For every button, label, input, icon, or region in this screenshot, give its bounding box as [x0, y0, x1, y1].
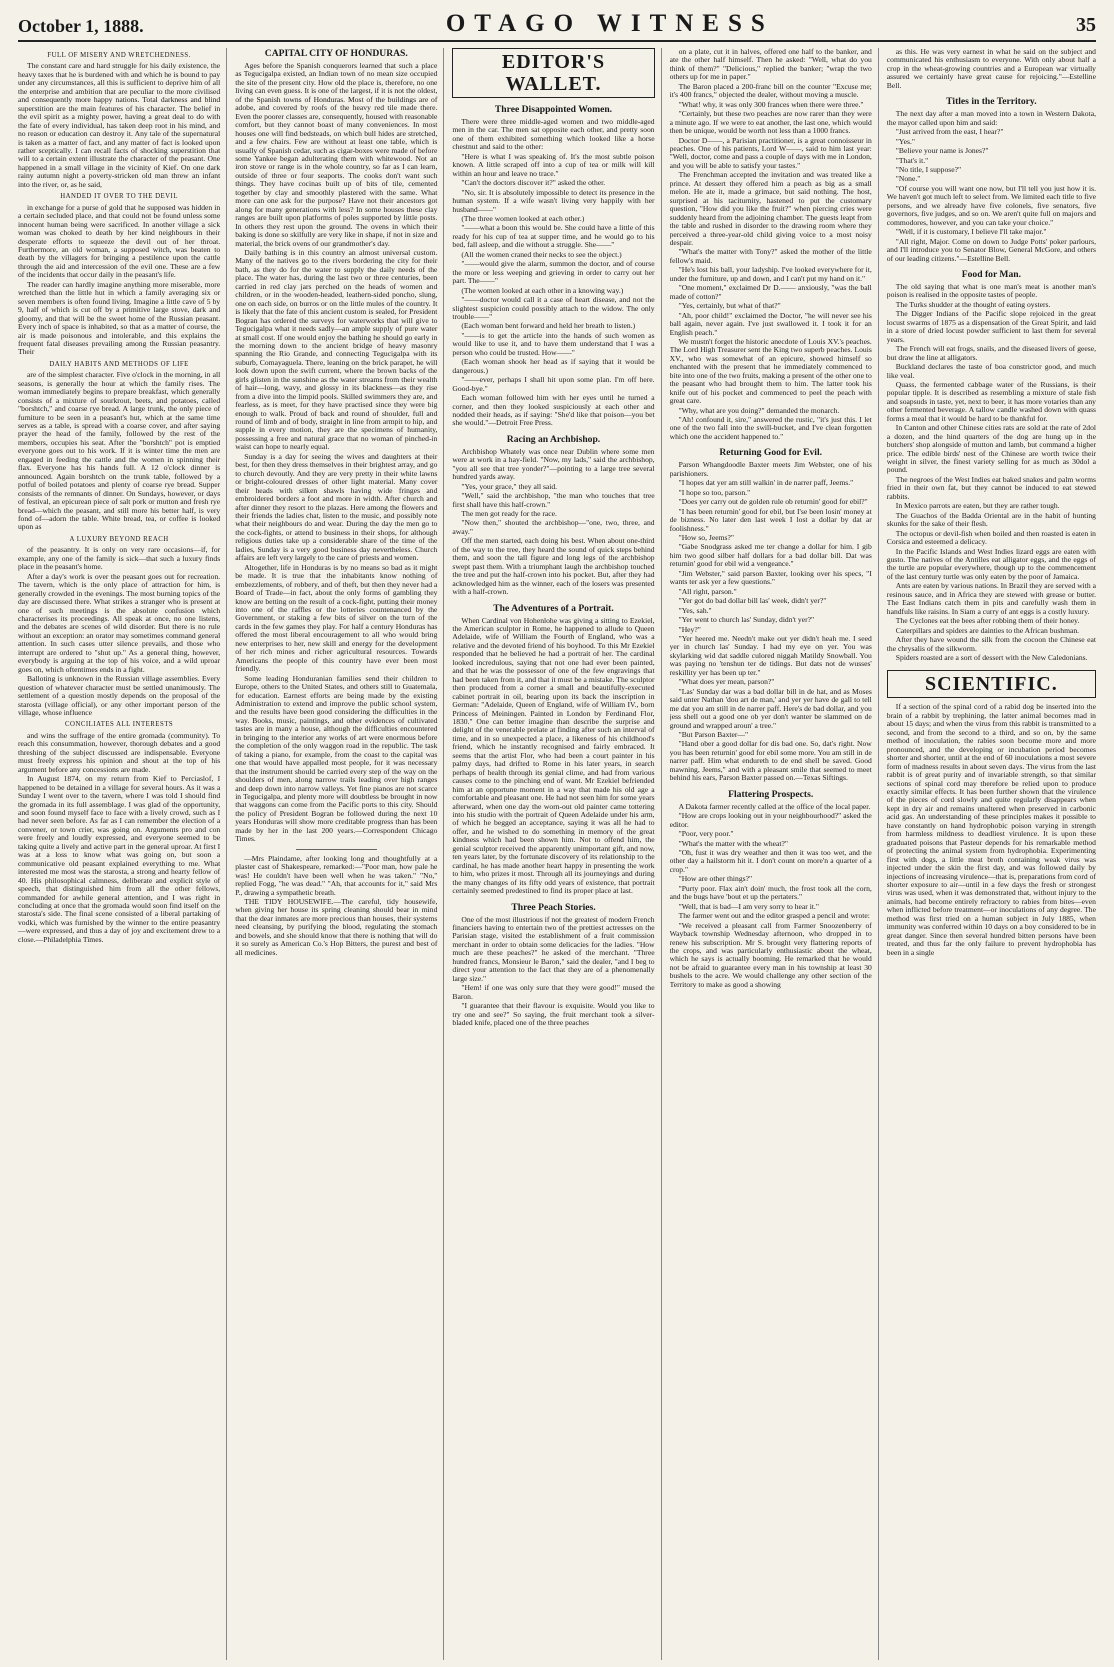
- paragraph: "Yer heered me. Needn't make out yer didn't heah me. I seed yer in church las' Sunday. I had my eye on yer. You was skylarking wid dat saddle culored niggah Matildy Snowball. You was paying no 'tenshun ter de tidings. But dats not de wusses' reskillity yer has been up ter.": [669, 634, 872, 677]
- paragraph: The Frenchman accepted the invitation and was treated like a prince. At dessert they offered him a peach as big as a small melon. He ate it, made a grimace, but said nothing. The host, surprised at his taciturnity, hastened to put the customary question, "How did you like the fruit?" when piercing cries were suddenly heard from the adjoining chamber. The guests leapt from the table and rushed in disorder to the drawing room where they perceived a three-year-old child giving voice to a most noisy despair.: [669, 170, 872, 247]
- section-heading: SCIENTIFIC.: [887, 670, 1096, 698]
- paragraph: are of the simplest character. Five o'clock in the morning, in all seasons, is generally the hour at which the family rises. The woman immediately begins to prepare breakfast, which generally consists of a mixture of sourkrout, beets, and potatoes, called "borshtch," and coarse rye bread. A large trunk, the only piece of furniture to be seen in a peasant's hut, which at the same time serves as a table, is spread with a coarse cover, and after saying prayer the head of the family, followed by the rest of the members, occupies his seat. After the "borshtch" pot is emptied everyone goes out to his work. If it is winter time the men are engaged in feeding the cattle and the women in spinning their flax. Everyone has his hands full. A 12 o'clock dinner is announced. Again borshtch on the trunk table, followed by a potful of boiled potatoes and plenty of coarse rye bread. Supper consists of the remnants of dinner. On Sundays, however, or days of festival, an epicurean piece of salt pork or mutton and fresh rye bread—which the peasant, and still more his better half, is very fond of—adorn the table. White bread, tea, or coffee is looked upon as: [18, 370, 221, 532]
- paragraph: "Yes, sah.": [678, 605, 712, 615]
- paragraph: "Gabe Snodgrass asked me ter change a dollar for him. I gib him two good silber half dollars for a bad dollar bill. Dat was returnin' good for ebil wid a vengeance.": [669, 542, 872, 569]
- paragraph: In the Pacific Islands and West Indies lizard eggs are eaten with gusto. The natives of the Antilles eat alligator eggs, and the eggs of the turtle are popular everywhere, though up to the commencement of the last century turtle was only eaten by the poor of Jamaica.: [886, 546, 1096, 581]
- paragraph: "What! why, it was only 300 frances when there were three.": [678, 99, 864, 109]
- paragraph: "Poor, very poor.": [678, 829, 734, 839]
- paragraph: "We received a pleasant call from Farmer Snoozenberry of Wayback township Wednesday afternoon, who dropped in to renew his subscription. Mr S. brought very flattering reports of the crops, and was particularly enthusiastic about the wheat, which he says is actually booming. He remarked that he would not be afraid to guarantee every man in his township at least 30 bushels to the acre. We would challenge any other section of the Territory to make as good a showing: [669, 920, 872, 989]
- page-number: 35: [1075, 14, 1096, 36]
- paragraph: "All right, parson.": [678, 586, 737, 596]
- paragraph: The farmer went out and the editor grasped a pencil and wrote:: [678, 911, 870, 921]
- paragraph: "No title, I suppose?": [895, 164, 962, 174]
- subheading: DAILY HABITS AND METHODS OF LIFE: [49, 360, 189, 368]
- paragraph: If a section of the spinal cord of a rabid dog be inserted into the brain of a rabbit by trephining, the latter animal becomes mad in about 15 days; and when the virus from this rabbit is transmitted to a second, and from the second to a third, and so on, by the same method of inoculation, the rabies soon become more and more pronounced, and the developing or incubation period becomes shorter and shorter, until at the end of 60 inoculations a most severe form of madness results in about seven days. The virus from the last rabbit is of great purity and of invariable strength, so that similar sections of spinal cord may therefore be relied upon to produce exactly similar effects. It has been further shown that the virulence of the pieces of cord slowly and quite regularly disappears when kept in dry air and remains unaltered when preserved in carbonic acid gas. An understanding of these principles makes it possible to have constantly on hand hydrophobic poison varying in strength from harmless mildness to deadliest virulence. It is upon these graduated poisons that Pasteur depends for his remarkable method of protecting the animal system from hydrophobia. Experimenting first with dogs, a little meat broth containing weak virus was injected under the skin the first day, and was followed daily by injections of increasing virulence—that is, preparations from cord of shorter exposure to air—until in a few days the fresh or strongest virus was used, when it was demonstrated that, without injury to the animals, had become entirely refractory to rabies from bites—even when inflicted before treatment—or inoculations of any degree. The method was first tried on a human subject in July 1885, when immunity was conferred within 10 days on a boy considered to be in great danger. Since then several hundred bitten persons have been treated, and thus far the only failure to prevent hydrophobia has been in a single: [886, 702, 1096, 957]
- subheading: FULL OF MISERY AND WRETCHEDNESS.: [47, 52, 191, 59]
- paragraph: The French will eat frogs, snails, and the diseased livers of geese, but draw the line at alligators.: [886, 344, 1096, 362]
- paragraph: "Well," said the archbishop, "the man who touches that tree first shall have this half-crown.": [452, 491, 655, 509]
- paragraph: The Cyclones eat the bees after robbing them of their honey.: [895, 616, 1080, 626]
- paragraph: Some leading Honduranian families send their children to Europe, others to the United States, and others still to Guatemala, for education. Earnest efforts are being made by the existing Administration to extend and improve the public school system, and the results have been good considering the difficulties in the way. Books, music, paintings, and other evidences of cultivated tastes are in many a house, although the difficulties encountered in bringing to the interior any works of art were enormous before the completion of the only waggon road in the republic. The task of taking a piano, for example, from the coast to the capital was one that would have appalled most people, for it was necessary that the instrument should be carried every step of the way on the shoulders of men, along narrow trails leading over high ranges and deep down into narrow valleys. Yet fine pianos are not scarce in Tegucigalpa, and plenty more will doubtless be brought in now that waggons can come from the Pacific ports to this city. Should the policy of President Bogran be followed during the next 10 years Honduras will show more creditable progress than has been made by her in the last 200 years.—Correspondent Chicago Times.: [235, 673, 438, 844]
- paragraph: The Digger Indians of the Pacific slope rejoiced in the great locust swarms of 1875 as a dispensation of the Great Spirit, and laid in a store of dried locust powder sufficient to last them for several years.: [886, 309, 1096, 344]
- paragraph: In August 1874, on my return from Kief to Perciaslof, I happened to be detained in a village for several hours. As it was a Sunday I went over to the tavern, where I was told I should find the gromada in its full assemblage. I was glad of the opportunity, and soon found myself face to face with a lively crowd, such as I had never seen before. As far as I can remember the election of a convener, or town crier, was going on. Arguments pro and con were freely and loudly expressed, and everyone seemed to be taking quite a lively and active part in the general uproar. At first I was at a loss to know what was going on, but soon a communicative old peasant explained everything to me. What interested me most was the starosta, a strong and hearty fellow of 40. His philosophical calmness, deliberate and explicit style of speech, that distinguished him from all the other fellows, commanded for awhile general attention, and I was right in concluding at once that the gromada would soon find itself on the starosta's side. The final scene consisted of a liberal partaking of vodki, which was furnished by the winner to the entire peasantry—were expressed, and thus a day of joy and excitement drew to a close.—Philadelphia Times.: [18, 774, 221, 944]
- columns: [18, 48, 1096, 1660]
- paragraph: "Las' Sunday dar was a bad dollar bill in de hat, and as Moses said unter Nathan 'dou art de man,' and yer yer have de gall to tell me dat you am still in de narrer paff. Here's de bad dollar, and you jess shell out a good one ob yer don't wanter be slammed on de ground and wrapped aroun' a tree.": [669, 686, 872, 730]
- paragraph: "——would give the alarm, summon the doctor, and of course the more or less weeping and grieving in order to carry out her part. The——": [452, 259, 655, 286]
- paragraph: The reader can hardly imagine anything more miserable, more wretched than the little hut in which a family averaging six or seven members is often found living. Imagine a little cave of 5 by 9, half of which is cut off by a primitive large stove, dark and gloomy, and that will be the sweet home of the Russian peasant. Every inch of space is inhabited, so that as a matter of course, the air is made poisonous and intolerable, and this explains the frequent fatal diseases prevailing among the Russian peasantry. Their: [18, 279, 221, 357]
- article-title: Three Disappointed Women.: [494, 104, 613, 115]
- paragraph: "How so, Jeems?": [678, 533, 734, 543]
- paragraph: One of the most illustrious if not the greatest of modern French financiers having to entertain two of the prettiest actresses on the Parisian stage, visited the establishment of a fruit commission merchant in order to obtain some delicacies for the ladies. "How much are these peaches?" he asked of the merchant. "Three hundred francs, Monsieur le Baron," said the dealer, "and I beg to direct your attention to the fact that they are of a phenomenally large size.": [452, 914, 655, 983]
- paragraph: "I hope so too, parson.": [678, 487, 751, 497]
- paragraph: "Jim Webster," said parson Baxter, looking over his specs, "I wants ter ask yer a few questions.": [669, 568, 872, 587]
- paragraph: "Hey?": [678, 624, 701, 634]
- paragraph: In Canton and other Chinese cities rats are sold at the rate of 2dol a dozen, and the hind quarters of the dog are hung up in the butchers' shop alongside of mutton and lamb, but command a higher price. The edible birds' nest of the Chinese are worth twice their weight in silver, the finest variety selling for as much as 30dol a pound.: [886, 423, 1096, 475]
- paragraph: "That's it.": [895, 155, 929, 165]
- paragraph: "Yer went to church las' Sunday, didn't yer?": [678, 615, 815, 625]
- paragraph: "No, sir. It is absolutely impossible to detect its presence in the human system. If a wife wasn't living very happily with her husband——": [452, 187, 655, 214]
- paragraph: A Dakota farmer recently called at the office of the local paper.: [678, 801, 871, 811]
- paragraph: We mustn't forget the historic anecdote of Louis XV.'s peaches. The Lord High Treasurer sent the King two superb peaches. Louis XV., who was somewhat of an epicure, showed himself so enchanted with the present that he immediately commenced to bite into one of the two fruits, making a present of the other one to the peasant who had brought them to him. The latter took his knife out of his pocket and commenced to peel the peach with great care.: [669, 336, 872, 406]
- paragraph: After a day's work is over the peasant goes out for recreation. The tavern, which is the only place of attraction for him, is generally crowded in the evenings. The most burning topics of the day are discussed there. What strikes a stranger who is present at one of such meetings is the absolute confusion which characterises its proceedings. All speak at once, no one listens, and the debates are scenes of wild disorder. But there is no rule without an exception: an orator may sometimes command general attention. In such cases utter silence prevails, and those who interrupt are ordered to "shut up." As a general thing, however, everybody is arguing at the top of his voice, and a wild uproar goes on, which oftentimes ends in a fight.: [18, 571, 221, 674]
- paragraph: "Certainly, but these two peaches are now rarer than they were a minute ago. If we were to eat another, the last one, which would then be unique, would be worth not less than a 1000 francs.: [669, 109, 872, 136]
- paragraph: The Guachos of the Badda Oriental are in the habit of hunting skunks for the sake of their flesh.: [886, 510, 1096, 529]
- paragraph: "Hem! if one was only sure that they were good!" mused the Baron.: [452, 983, 655, 1001]
- paragraph: (Each woman shook her head as if saying that it would be dangerous.): [452, 357, 655, 375]
- subheading: A LUXURY BEYOND REACH: [69, 535, 169, 543]
- paragraph: Spiders roasted are a sort of dessert with the New Caledonians.: [895, 653, 1088, 662]
- paragraph: (The three women looked at each other.): [461, 213, 585, 223]
- subheading: CONCILIATES ALL INTERESTS: [65, 721, 174, 729]
- paragraph: Sunday is a day for seeing the wives and daughters at their best, for then they dress themselves in their brightest array, and go to church devoutly. And they are very pretty in their white lawns or bright-coloured dresses of other light material. Many cover their heads with silken shawls having wide fringes and embroidered borders a foot and more in width. After church and after dinner they resort to the plazas. Here among the flowers and their friends the ladies chat, listen to the music, and possibly note what their neighbours do and wear. During the day the men go to the cock-fights, or attend to business in their shops, for although religious duties take up a considerable share of the time of the ladies, Sunday is a very good business day nevertheless. Church affairs are left very largely to the care of priests and women.: [235, 451, 438, 563]
- column-1: [18, 48, 227, 1660]
- paragraph: "Does yer carry out de golden rule ob returnin' good for ebil?": [678, 497, 868, 507]
- article-title: The Adventures of a Portrait.: [493, 602, 614, 614]
- paragraph: on a plate, cut it in halves, offered one half to the banker, and ate the other half himself. Then he asked: "Well, what do you think of them?" "Delicious," replied the banker; "wrap the two others up for me in paper.": [669, 48, 872, 82]
- paragraph: (All the women craned their necks to see the object.): [461, 249, 622, 259]
- paragraph: "None.": [895, 174, 921, 184]
- paragraph: There were three middle-aged women and two middle-aged men in the car. The men sat opposite each other, and pretty soon one of them exhibited something which looked like a horse chestnut and said to the other:: [452, 117, 655, 152]
- article-title: Returning Good for Evil.: [719, 447, 823, 459]
- paragraph: Ants are eaten by various nations. In Brazil they are served with a resinous sauce, and in Africa they are stewed with grease or butter. The East Indians catch them in pits and carefully wash them in handfuls like raisins. In Siam a curry of ant eggs is a costly luxury.: [886, 581, 1096, 616]
- paragraph: "Ah, poor child!" exclaimed the Doctor, "he will never see his ball again, never again. I've just swallowed it. I took it for an English peach.": [669, 310, 872, 337]
- article-title: Flattering Prospects.: [728, 788, 814, 800]
- column-4: [670, 48, 879, 1660]
- paragraph: Caterpillars and spiders are dainties to the African bushman.: [895, 625, 1080, 635]
- column-5: [887, 48, 1096, 1660]
- masthead: [18, 6, 1096, 42]
- paragraph: "Ah! confound it, sire," answered the rustic, "it's just this. I let one of the two fall into the swill-bucket, and I've clean forgotten which one the accident happened to.": [669, 415, 872, 441]
- paragraph: "——what a boon this would be. She could have a little of this ready for his cup of tea at supper time, and he would go to his bed, fall asleep, and die without a struggle. She——": [452, 223, 655, 250]
- article-title: CAPITAL CITY OF HONDURAS.: [264, 48, 408, 59]
- paragraph: Ages before the Spanish conquerors learned that such a place as Tegucigalpa existed, an Indian town of no mean size occupied the site of the present city. How old the place is, therefore, no one living can even guess. It is one of the largest, if it is not the oldest, of the Spanish towns of Honduras. Most of the buildings are of adobe, and covered by roofs of the heavy red tile made there. Even the poorer classes are, consequently, housed with reasonable comfort, but they cannot boast of many conveniences. In most houses one will find bedsteads, on which bull hides are stretched, and a few chairs. Few are without at least one table, which is usually of Spanish cedar, such as cigar-boxes were made of before some Yankee began adulterating them with whitewood. Not an iron stove or range is in the whole country, so far as I can learn, outside of three or four seaports. The cooks don't want such things. They have cocinas built up of bits of tile, cemented together by clay and smoothly plastered with the same. What more can one ask for the purpose? Have not their ancestors got along for many generations with less? In some houses these clay ranges are built upon platforms of poles supported by little posts. In others they rest upon the ground. The ovens in which their baking is done so skilfully are very like in shape, if not in size and material, the brick ovens of our grandmother's day.: [235, 61, 438, 248]
- section-heading: EDITOR'S WALLET.: [452, 48, 654, 98]
- paragraph: in exchange for a purse of gold that he supposed was hidden in a certain secluded place, and that could not be found unless some innocent human being were sacrificed. In another village a sick woman was choked to death by her kind neighbours in their desperate efforts to squeeze the devil out of her throat. Furthermore, an old woman, a supposed witch, was beaten to death by the villagers for bringing a pestilence upon the cattle through the aid and intercession of the evil one. These are a few of the incidents that occur daily in the peasant's life.: [18, 202, 221, 280]
- paragraph: When Cardinal von Hohenlohe was giving a sitting to Ezekiel, the American sculptor in Rome, he happened to allude to Queen Adelaide, wife of William the Fourth of England, who was a relative and the devoted friend of his boyhood. To this Mr Ezekiel responded that he believed he had a portrait of her. The cardinal looked incredulous, saying that not one had ever been painted, and that he was the possessor of one of the few engravings that had been taken from it, and that it must be a mistake. The sculptor then produced from a corner a small and beautifully-executed cabinet portrait in oil, bearing upon its back the inscription in German: "Adelaide, Queen of England, wife of William IV., born Princess of Meiningen. Painted in London by Ferdinand Flor, 1830." One can better imagine than describe the surprise and delight of the venerable prelate at finding after such an interval of time, and in so unexpected a place, a likeness of his childhood's friend, which he instantly recognised and fairly embraced. It seems that the artist Flor, who had been a court painter in his palmy days, had drifted to Rome in his later years, in search perhaps of health through its genial clime, and had from various causes come to the pinching end of want. Mr Ezekiel befriended him at an opportune moment in a way that made his old age a comfortable and pleasant one. He had not seen him for some years afterward, when one day the worn-out old painter came tottering into his studio with the portrait of Queen Adelaide under his arm, of which he begged an acceptance, saying it was all he had to offer, and he wished to do something in memory of the great kindness which had been shown him. Not to offend him, the genial sculptor received the apparently unimportant gift, and now, ten years later, by the fortunate discovery of its relationship to the cardinal, he has made another heart happy in presenting the work to him, who prizes it most. Through all its journeyings and during the many changes of its fifty odd years of existence, that portrait certainly seemed predestined to find its proper place at last.: [452, 615, 655, 896]
- paragraph: The next day after a man moved into a town in Western Dakota, the mayor called upon him and said:: [886, 109, 1096, 127]
- paragraph: Daily bathing is in this country an almost universal custom. Many of the natives go to the rivers bordering the city for their bath, as they do for the water to supply the daily needs of the place. The water has, during the last two or three centuries, been carried in red clay jars perched on the heads of women and children, or in the wooden-headed, leathern-sided poncho, slung, one on each side, on burros or on the little mules of the country. It is likely that the fate of this ancient custom is sealed, for President Bogran has ordered the surveys for waterworks that will give to Tegucigalpa what it needs sadly—an ample supply of pure water at small cost. If one would enjoy the bathing he should go early in the morning down to the ancient bridge of heavy masonry spanning the Rio Grande, and connecting Tegucigalpa with its suburb, Comayaguela. There, leaning on the brick parapet, he will look down upon the swift current, where the brown backs of the girls glisten in the sunshine as the water streams from their wealth of hair—long, wavy, and glossy in its blackness—as they rise from a dive into the limpid pools. Skilled swimmers they are, and fearless, as is meet, for they have practised since they were big enough to walk. Proud of back and round of shoulder, full and round of limb and of body, straight in line from armpit to hip, and supple in every motion, they are the specimens of humanity, possessing a free and natural grace that no woman of pinched-in waist can hope to nearly equal.: [235, 247, 438, 452]
- paragraph: "Why, what are you doing?" demanded the monarch.: [678, 405, 840, 415]
- column-2: [235, 48, 444, 1660]
- paragraph: The negroes of the West Indies eat baked snakes and palm worms fried in their own fat, but they cannot be induced to eat stewed rabbits.: [886, 474, 1096, 501]
- article-title: Racing an Archbishop.: [506, 433, 601, 445]
- paragraph: Archbishop Whately was once near Dublin where some men were at work in a hay-field. "Now, my lads," said the archbishop, "you all see that tree yonder?"—pointing to a large tree several hundred yards away.: [452, 446, 655, 482]
- paragraph: "——ever, perhaps I shall hit upon some plan. I'm off here. Good-bye.": [452, 375, 655, 393]
- paragraph: —Mrs Plaindame, after looking long and thoughtfully at a plaster cast of Shakespeare, remarked:—"Poor man, how pale he was! He couldn't have been well when he was taken." "No," replied Fogg, "he was dead." "Ah, that accounts for it," said Mrs P., drawing a sympathetic breath.: [235, 853, 438, 897]
- paragraph: "What's the matter with Tony?" asked the mother of the little fellow's maid.: [669, 247, 872, 265]
- paragraph: "——doctor would call it a case of heart disease, and not the slightest suspicion could possibly attach to the widow. The only trouble——": [452, 295, 655, 321]
- paragraph: "Here is what I was speaking of. It's the most subtle poison known. A little scraped off into a cup of tea or milk will kill within an hour and leave no trace.": [452, 151, 655, 178]
- paragraph: Off the men started, each doing his best. When about one-third of the way to the tree, they heard the sound of quick steps behind them, and soon the tall figure and long legs of the archbishop swept past them. With a triumphant laugh the archbishop touched the tree and put the half-crown into his pocket. But, after they had acknowledged him as the winner, each of the losers was presented with a half-crown.: [452, 536, 655, 597]
- paragraph: "Of course you will want one now, but I'll tell you just how it is. We haven't got much left to select from. We limited each title to five persons, and we already have five colonels, five senators, five governors, five judges, and so on. We aren't quite full on majors and commodores, however, and you can take your choice.": [886, 183, 1096, 227]
- paragraph: "He's lost his ball, your ladyship. I've looked everywhere for it, under the furniture, up and down, and I can't put my hand on it.": [669, 265, 872, 283]
- paragraph: The men got ready for the race.: [461, 509, 557, 519]
- paragraph: Parson Whangdoodle Baxter meets Jim Webster, one of his parishioners.: [669, 460, 872, 478]
- paragraph: THE TIDY HOUSEWIFE.—The careful, tidy housewife, when giving her house its spring cleaning should bear in mind that the dear inmates are more precious than houses, their systems need cleansing, by purifying the blood, regulating the stomach and bowels, and she should know that there is nothing that will do it so surely as American Co.'s Hop Bitters, the purest and best of all medicines.: [235, 896, 438, 957]
- issue-date: October 1, 1888.: [18, 16, 144, 36]
- paragraph: The Baron placed a 200-franc bill on the counter "Excuse me; it's 400 francs," objected the dealer, without moving a muscle.: [669, 81, 872, 100]
- paragraph: "Oh, fust it was dry weather and then it was too wet, and the other day a hailstorm hit it. I don't count on more'n a quarter of a crop.": [669, 847, 872, 874]
- paragraph: (The women looked at each other in a knowing way.): [461, 285, 624, 295]
- separator-rule: [296, 849, 377, 850]
- paragraph: "Just arrived from the east, I hear?": [895, 127, 1004, 137]
- paragraph: "I guarantee that their flavour is exquisite. Would you like to try one and see?" So saying, the fruit merchant took a silver-bladed knife, placed one of the three peaches: [452, 1001, 655, 1027]
- paragraph: Doctor D——, a Parisian practitioner, is a great connoisseur in peaches. One of his patients, Lord W——, said to him last year: "Well, doctor, come and pass a couple of days with me in London, and you will be able to satisfy your tastes.": [669, 135, 872, 170]
- paragraph: Altogether, life in Honduras is by no means so bad as it might be made. It is true that the inhabitants know nothing of embezzlements, of robbery, and of theft, but then they never had a Board of Trade—in fact, about the only forms of gambling they know are betting on the result of a cock-fight, putting their money into one of the raffles or the lotteries countenanced by the Government, or staking a few bits of silver on the turn of the cards in the few games they play. For half a century Honduras has offered the most liberal encouragement to all who would bring new enterprises to her, new skill and energy for the development of her rich mines and richer agricultural resources. Towards Americans the people of this country have ever been most friendly.: [235, 562, 438, 674]
- paragraph: "But Parson Baxter—": [678, 729, 749, 739]
- paragraph: After they have wound the silk from the cocoon the Chinese eat the chrysalis of the silkworm.: [886, 635, 1096, 653]
- paragraph: The octopus or devil-fish when boiled and then roasted is eaten in Corsica and esteemed a delicacy.: [886, 528, 1096, 547]
- paragraph: Quass, the fermented cabbage water of the Russians, is their popular tipple. It is described as resembling a mixture of stale fish and soapsuds in taste, yet, next to beer, it has more votaries than any other fermented beverage. A tallow candle washed down with quass forms a meal that it would be hard to be thankful for.: [886, 379, 1096, 423]
- paragraph: Balloting is unknown in the Russian village assemblies. Every question of whatever character must be settled unanimously. The settlement of a question mostly depends on the proposal of the starosta (village official), or any other important person of the village, whose influence: [18, 674, 221, 717]
- paragraph: "What's the matter with the wheat?": [678, 838, 789, 848]
- paragraph: "One moment," exclaimed Dr D.—— anxiously, "was the ball made of cotton?": [669, 283, 872, 301]
- paragraph: and wins the suffrage of the entire gromada (community). To reach this consummation, however, thorough debates and a good threshing of the subject discussed are indispensable. Everyone must freely express his opinion and shout at the top of his argument before any concessions are made.: [18, 730, 221, 774]
- paper-title: OTAGO WITNESS: [445, 10, 774, 37]
- paragraph: of the peasantry. It is only on very rare occasions—if, for example, any one of the family is sick—that such a luxury finds place in the peasant's home.: [18, 545, 221, 572]
- paragraph: In Mexico parrots are eaten, but they are rather tough.: [895, 501, 1060, 511]
- column-3: [452, 48, 661, 1660]
- paragraph: "Purty poor. Flax ain't doin' much, the frost took all the corn, and the bugs have 'bout et up the pertaters.": [669, 883, 872, 902]
- paragraph: The Turks shudder at the thought of eating oysters.: [895, 299, 1051, 309]
- paragraph: as this. He was very earnest in what he said on the subject and communicated his enthusiasm to everyone. With only about half a crop in the wheat-growing countries and a European war virtually assured we certainly have great cause for rejoicing."—Estelline Bell.: [886, 48, 1096, 90]
- paragraph: "Hand ober a good dollar for dis bad one. So, dat's right. Now you has been returnin' good for ebil some more. You am still in de narrer paff. Him what endureth to de end shell be saved. Good mawning, Jeems," and with a pleasant smile that seemed to meet behind his ears, Parson Baxter passed on.—Texas Siftings.: [669, 739, 872, 783]
- paragraph: "Yes, certainly, but what of that?": [678, 301, 781, 311]
- paragraph: "Yes, your grace," they all said.: [461, 481, 558, 491]
- paragraph: "I hopes dat yer am still walkin' in de narrer paff, Jeems.": [678, 478, 854, 488]
- paragraph: "I has been returnin' good for ebil, but I'se been losin' money at de bizness. No later den last week I lost a dollar by dat ar foolishness.": [669, 506, 872, 533]
- paragraph: "Can't the doctors discover it?" asked the other.: [461, 178, 606, 188]
- paragraph: "Yes.": [895, 136, 915, 146]
- article-title: Three Peach Stories.: [511, 901, 596, 913]
- paragraph: Each woman followed him with her eyes until he turned a corner, and then they looked suspiciously at each other and nodded their heads, as if saying: "She'd like that poison—you bet she would."—Detroit Free Press.: [452, 393, 655, 428]
- paragraph: "Now then," shouted the archbishop—"one, two, three, and away.": [452, 518, 655, 536]
- paragraph: (Each woman bent forward and held her breath to listen.): [461, 321, 636, 331]
- paragraph: "Believe your name is Jones?": [895, 146, 989, 156]
- article-title: Titles in the Territory.: [946, 96, 1037, 108]
- paragraph: "All right, Major. Come on down to Judge Potts' poker parlours, and I'll introduce you to Senator Blow, General McGore, and others of our leading citizens."—Estelline Bell.: [886, 236, 1096, 263]
- paragraph: "What does yer mean, parson?": [678, 677, 775, 687]
- paragraph: "Yer got do bad dollar bill las' week, didn't yer?": [678, 596, 827, 606]
- paragraph: "Well, that is bad—I am very sorry to hear it.": [678, 901, 819, 911]
- paragraph: "——is to get the article into the hands of such women as would like to use it, and to have them understand that I was a person who could be trusted. How——": [452, 330, 655, 357]
- article-title: Food for Man.: [961, 268, 1022, 280]
- paragraph: Buckland declares the taste of boa constrictor good, and much like veal.: [886, 362, 1096, 380]
- paragraph: "How are other things?": [678, 874, 753, 884]
- subheading: HANDED IT OVER TO THE DEVIL: [60, 193, 178, 201]
- paragraph: "Well, if it is customary, I believe I'll take major.": [895, 227, 1047, 237]
- paragraph: The constant care and hard struggle for his daily existence, the heavy taxes that he is burdened with and which he is bound to pay under any circumstances, all this is sufficient to deprive him of all the enterprise and ambition that are peculiar to the more civilised and consequently more happy nations. Total darkness and blind superstition are the main features of his character. The belief in the evil spirit as a mighty power, having a great deal to do with the fate of every individual, has taken deep root in his mind, and no reason or education can destroy it. Any tale of the supernatural is taken as a matter of fact, and any matter of fact is looked upon rather sceptically. I can recall facts of shocking superstition that will to a certain extent illustrate the character of the peasant. One happened in a small village in the vicinity of Kief. On one dark rainy autumn night a poverty-stricken old man threw an infant into the river, or, as he said,: [18, 61, 221, 189]
- paragraph: The old saying that what is one man's meat is another man's poison is realised in the opposite tastes of people.: [886, 281, 1096, 300]
- paragraph: "How are crops looking out in your neighbourhood?" asked the editor.: [669, 811, 872, 829]
